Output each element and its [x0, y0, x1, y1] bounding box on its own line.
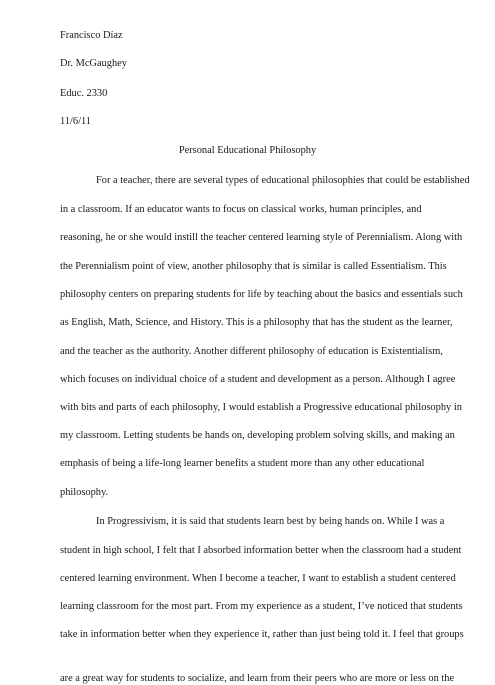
body-line: In Progressivism, it is said that students learn best by being hands on. While I was a [96, 516, 445, 527]
body-line: and the teacher as the authority. Another different philosophy of education is Existentialism, [60, 346, 443, 357]
body-line: philosophy. [60, 487, 109, 498]
course-number: Educ. 2330 [60, 88, 108, 99]
body-line: philosophy centers on preparing students for life by teaching about the basics and essentials such [60, 289, 463, 300]
body-line: which focuses on individual choice of a student and development as a person. Although I agree [60, 374, 456, 385]
body-line: learning classroom for the most part. From my experience as a student, I’ve noticed that students [60, 601, 463, 612]
author-name: Francisco Díaz [60, 30, 123, 41]
body-line: emphasis of being a life-long learner benefits a student more than any other educational [60, 458, 425, 469]
body-line: my classroom. Letting students be hands on, developing problem solving skills, and making an [60, 430, 455, 441]
body-line: centered learning environment. When I become a teacher, I want to establish a student centered [60, 573, 456, 584]
body-line: with bits and parts of each philosophy, I would establish a Progressive educational philosophy in [60, 402, 462, 413]
body-line: are a great way for students to socialize, and learn from their peers who are more or less on the [60, 673, 455, 684]
body-line: the Perennialism point of view, another philosophy that is similar is called Essentialism. This [60, 261, 447, 272]
essay-title: Personal Educational Philosophy [178, 145, 317, 156]
body-line: as English, Math, Science, and History. This is a philosophy that has the student as the learner, [60, 317, 453, 328]
body-line: in a classroom. If an educator wants to focus on classical works, human principles, and [60, 204, 422, 215]
body-line: take in information better when they experience it, rather than just being told it. I feel that groups [60, 629, 464, 640]
body-line: student in high school, I felt that I absorbed information better when the classroom had a student [60, 545, 462, 556]
body-line: reasoning, he or she would instill the teacher centered learning style of Perennialism. Along with [60, 232, 463, 243]
body-line: For a teacher, there are several types of educational philosophies that could be established [96, 175, 470, 186]
instructor-name: Dr. McGaughey [60, 58, 127, 69]
date: 11/6/11 [60, 116, 91, 127]
